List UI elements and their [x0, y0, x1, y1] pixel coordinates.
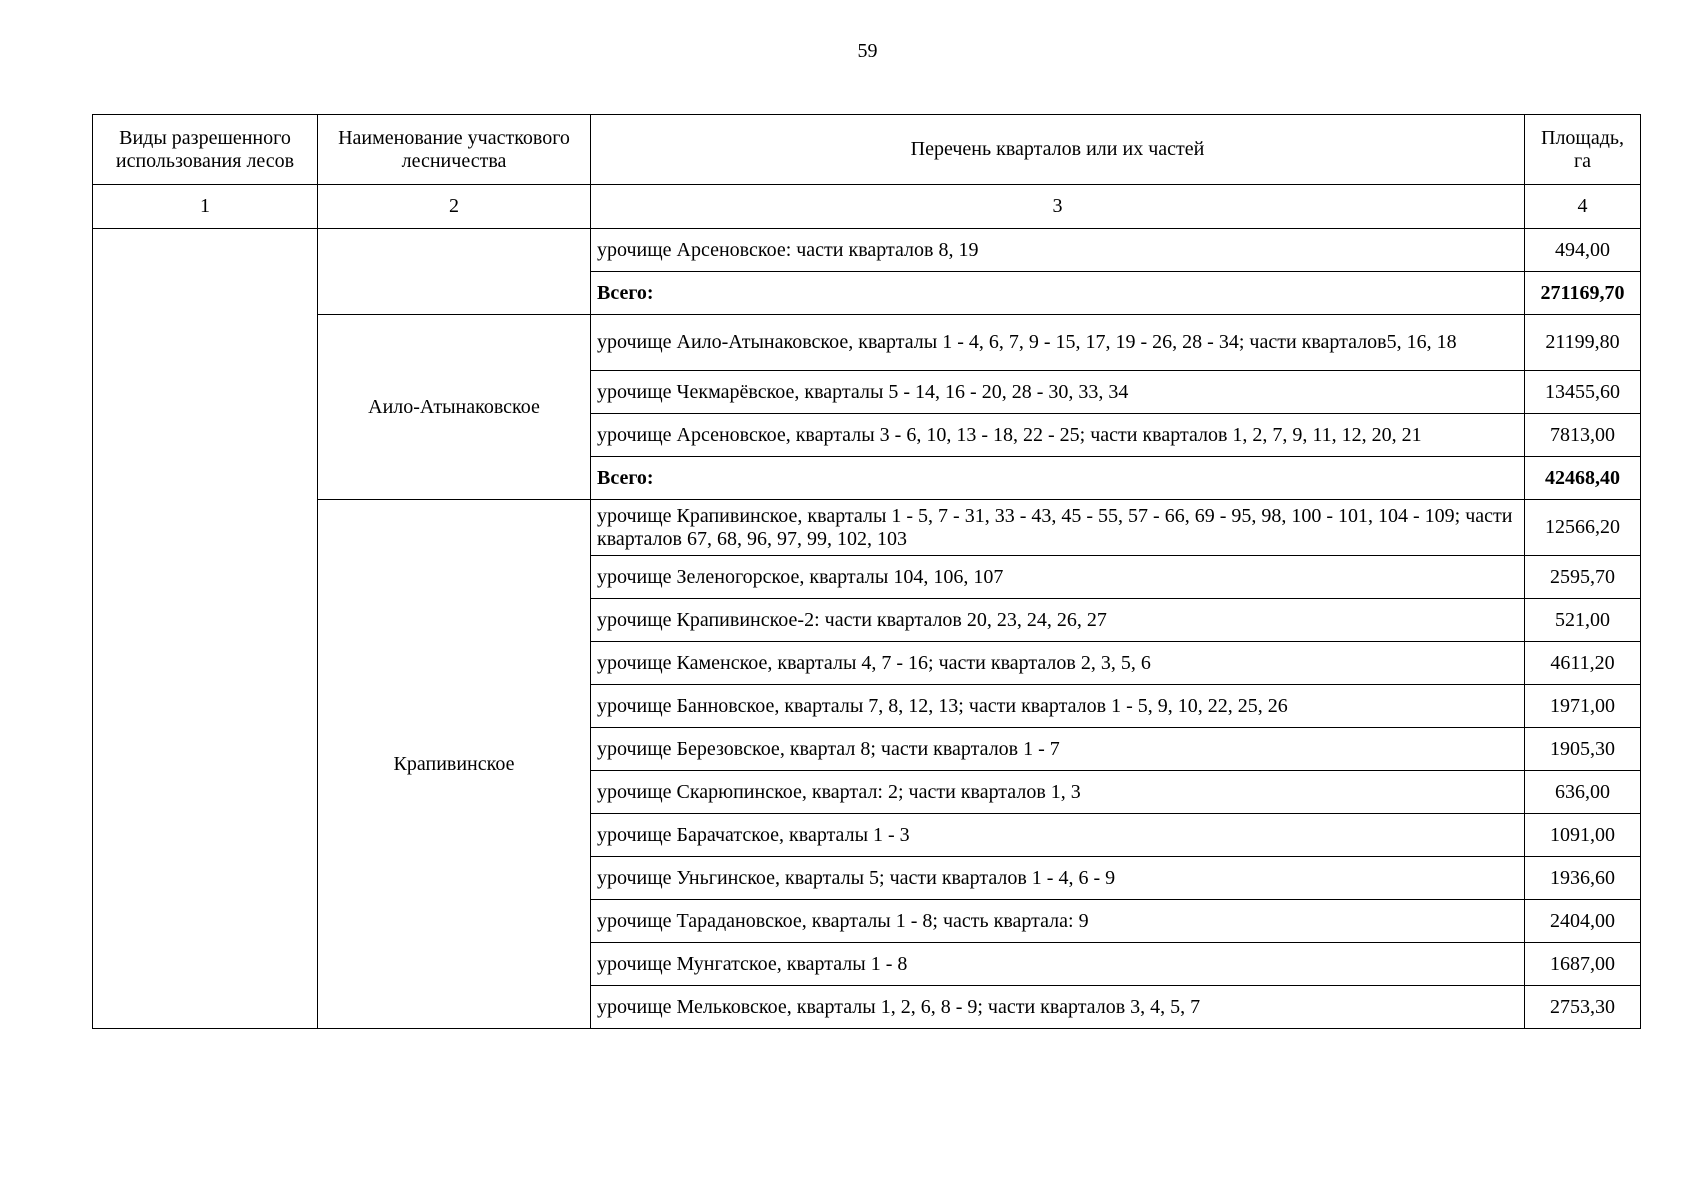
column-number: 2 — [318, 185, 591, 229]
quarters-cell: урочище Крапивинское-2: части кварталов 20, 23, 24, 26, 27 — [591, 599, 1525, 642]
quarters-cell: урочище Скарюпинское, квартал: 2; части кварталов 1, 3 — [591, 771, 1525, 814]
forestry-name-cell — [318, 229, 591, 315]
quarters-cell: урочище Банновское, кварталы 7, 8, 12, 13; части кварталов 1 - 5, 9, 10, 22, 25, 26 — [591, 685, 1525, 728]
quarters-cell: урочище Каменское, кварталы 4, 7 - 16; части кварталов 2, 3, 5, 6 — [591, 642, 1525, 685]
area-cell: 13455,60 — [1525, 371, 1641, 414]
total-value: 271169,70 — [1525, 272, 1641, 315]
total-label: Всего: — [591, 272, 1525, 315]
quarters-cell: урочище Барачатское, кварталы 1 - 3 — [591, 814, 1525, 857]
page-number: 59 — [857, 40, 878, 62]
quarters-cell: урочище Арсеновское, кварталы 3 - 6, 10, 13 - 18, 22 - 25; части кварталов 1, 2, 7, 9, 11, 12, 20, 21 — [591, 414, 1525, 457]
quarters-cell: урочище Березовское, квартал 8; части кварталов 1 - 7 — [591, 728, 1525, 771]
area-cell: 1687,00 — [1525, 943, 1641, 986]
total-label: Всего: — [591, 457, 1525, 500]
total-value: 42468,40 — [1525, 457, 1641, 500]
area-cell: 636,00 — [1525, 771, 1641, 814]
quarters-cell: урочище Аило-Атынаковское, кварталы 1 - 4, 6, 7, 9 - 15, 17, 19 - 26, 28 - 34; части кварталов5, 16, 18 — [591, 315, 1525, 371]
area-cell: 494,00 — [1525, 229, 1641, 272]
area-cell: 21199,80 — [1525, 315, 1641, 371]
quarters-cell: урочище Уньгинское, кварталы 5; части кварталов 1 - 4, 6 - 9 — [591, 857, 1525, 900]
area-cell: 2595,70 — [1525, 556, 1641, 599]
quarters-cell: урочище Мельковское, кварталы 1, 2, 6, 8 - 9; части кварталов 3, 4, 5, 7 — [591, 986, 1525, 1029]
forest-use-type-cell — [93, 229, 318, 1029]
forest-use-table — [92, 114, 1641, 1029]
forestry-name-cell: Крапивинское — [318, 500, 591, 1029]
area-cell: 1971,00 — [1525, 685, 1641, 728]
area-cell: 1091,00 — [1525, 814, 1641, 857]
column-number: 1 — [93, 185, 318, 229]
quarters-cell: урочище Чекмарёвское, кварталы 5 - 14, 16 - 20, 28 - 30, 33, 34 — [591, 371, 1525, 414]
table-row — [93, 500, 1641, 556]
column-number: 3 — [591, 185, 1525, 229]
quarters-cell: урочище Мунгатское, кварталы 1 - 8 — [591, 943, 1525, 986]
column-number-row — [93, 185, 1641, 229]
area-cell: 12566,20 — [1525, 500, 1641, 556]
header-area: Площадь, га — [1525, 115, 1641, 185]
area-cell: 2753,30 — [1525, 986, 1641, 1029]
area-cell: 7813,00 — [1525, 414, 1641, 457]
table-row — [93, 229, 1641, 272]
area-cell: 1905,30 — [1525, 728, 1641, 771]
header-forestry-name: Наименование участкового лесничества — [318, 115, 591, 185]
forestry-name-cell: Аило-Атынаковское — [318, 315, 591, 500]
column-number: 4 — [1525, 185, 1641, 229]
area-cell: 4611,20 — [1525, 642, 1641, 685]
area-cell: 1936,60 — [1525, 857, 1641, 900]
quarters-cell: урочище Арсеновское: части кварталов 8, 19 — [591, 229, 1525, 272]
header-forest-use-types: Виды разрешенного использования лесов — [93, 115, 318, 185]
header-row — [93, 115, 1641, 185]
header-quarters-list: Перечень кварталов или их частей — [591, 115, 1525, 185]
quarters-cell: урочище Крапивинское, кварталы 1 - 5, 7 - 31, 33 - 43, 45 - 55, 57 - 66, 69 - 95, 98, 100 - 101, 104 - 109; части кварталов 67, 68, 96, 97, 99, 102, 103 — [591, 500, 1525, 556]
quarters-cell: урочище Зеленогорское, кварталы 104, 106, 107 — [591, 556, 1525, 599]
table-row — [93, 315, 1641, 371]
area-cell: 521,00 — [1525, 599, 1641, 642]
area-cell: 2404,00 — [1525, 900, 1641, 943]
quarters-cell: урочище Тарадановское, кварталы 1 - 8; часть квартала: 9 — [591, 900, 1525, 943]
